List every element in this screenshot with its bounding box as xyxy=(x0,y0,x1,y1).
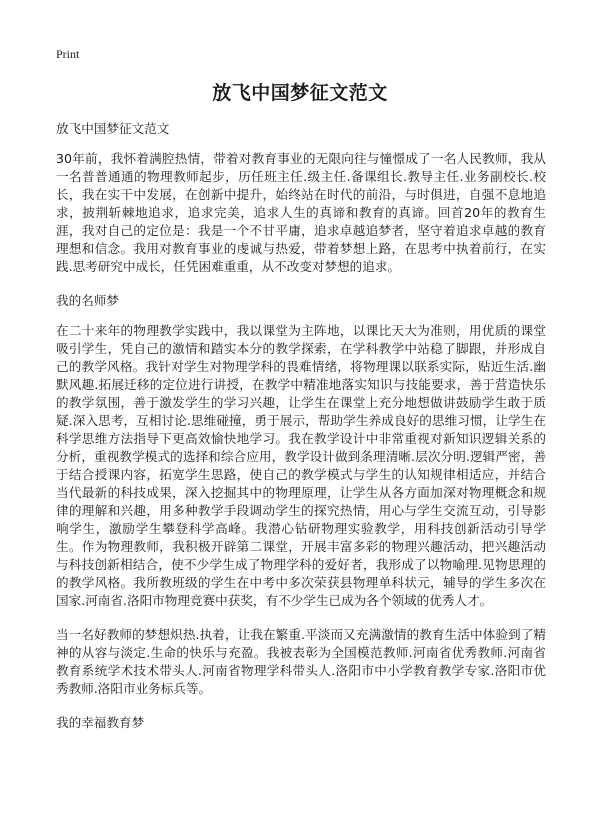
paragraph-intro: 30年前，我怀着满腔热情，带着对教育事业的无限向往与憧憬成了一名人民教师，我从一名普普通通的物理教师起步，历任班主任.级主任.备课组长.教导主任.业务副校长.校长，我在实干中发展，在创新中提升，始终站在时代的前沿，与时俱进，自强不息地追求，披荆斩棘地追求，追求完美，追求人生的真谛和教育的真谛。回首20年的教育生涯，我对自己的定位是：我是一个不甘平庸，追求卓越追梦者，坚守着追求卓越的教育理想和信念。我用对教育事业的虔诚与热爱，带着梦想上路，在思考中执着前行，在实践.思考研究中成长，任凭困难重重，从不改变对梦想的追求。 xyxy=(56,151,546,274)
document-subtitle: 放飞中国梦征文范文 xyxy=(56,121,170,136)
document-title: 放飞中国梦征文范文 xyxy=(212,82,388,104)
paragraph-honors: 当一名好教师的梦想炽热.执着，让我在繁重.平淡而又充满激情的教育生活中体验到了精神的从容与淡定.生命的快乐与充盈。我被表彰为全国模范教师.河南省优秀教师.河南省教育系统学术技术带头人.河南省物理学科带头人.洛阳市中小学教育教学专家.洛阳市优秀教师.洛阳市业务标兵等。 xyxy=(56,627,546,696)
section-heading-happy-education: 我的幸福教育梦 xyxy=(56,715,145,730)
section-heading-famous-teacher: 我的名师梦 xyxy=(56,293,119,308)
paragraph-teaching-practice: 在二十来年的物理教学实践中，我以课堂为主阵地，以课比天大为准则，用优质的课堂吸引学生，凭自己的激情和踏实本分的教学探索，在学科教学中站稳了脚跟，并形成自己的教学风格。我针对学生对物理学科的畏难情绪，将物理课以联系实际，贴近生活.幽默风趣.拓展迁移的定位进行讲授，在教学中精准地落实知识与技能要求，善于营造快乐的教学氛围，善于激发学生的学习兴趣，让学生在课堂上充分地想做讲鼓励学生敢于质疑.深入思考，互相讨论.思维碰撞，勇于展示，帮助学生养成良好的思维习惯，让学生在科学思维方法指导下更高效愉快地学习。我在教学设计中非常重视对新知识逻辑关系的分析，重视教学模式的选择和综合应用，教学设计做到条理清晰.层次分明.逻辑严密，善于结合授课内容，拓宽学生思路，使自己的教学模式与学生的认知规律相适应，并结合当代最新的科技成果，深入挖掘其中的物理原理，让学生从各方面加深对物理概念和规律的理解和兴趣，用多种教学手段调动学生的探究热情，用心与学生交流互动，引导影响学生，激励学生攀登科学高峰。我潜心钻研物理实验教学，用科技创新活动引导学生。作为物理教师，我积极开辟第二课堂，开展丰富多彩的物理兴趣活动，把兴趣活动与科技创新相结合，使不少学生成了物理学科的爱好者，我形成了以物喻理.见物思理的的教学风格。我所教班级的学生在中考中多次荣获县物理单科状元，辅导的学生多次在国家.河南省.洛阳市物理竞赛中获奖，有不少学生已成为各个领域的优秀人才。 xyxy=(56,323,546,608)
document-body xyxy=(56,120,546,732)
print-link[interactable]: Print xyxy=(56,47,80,61)
